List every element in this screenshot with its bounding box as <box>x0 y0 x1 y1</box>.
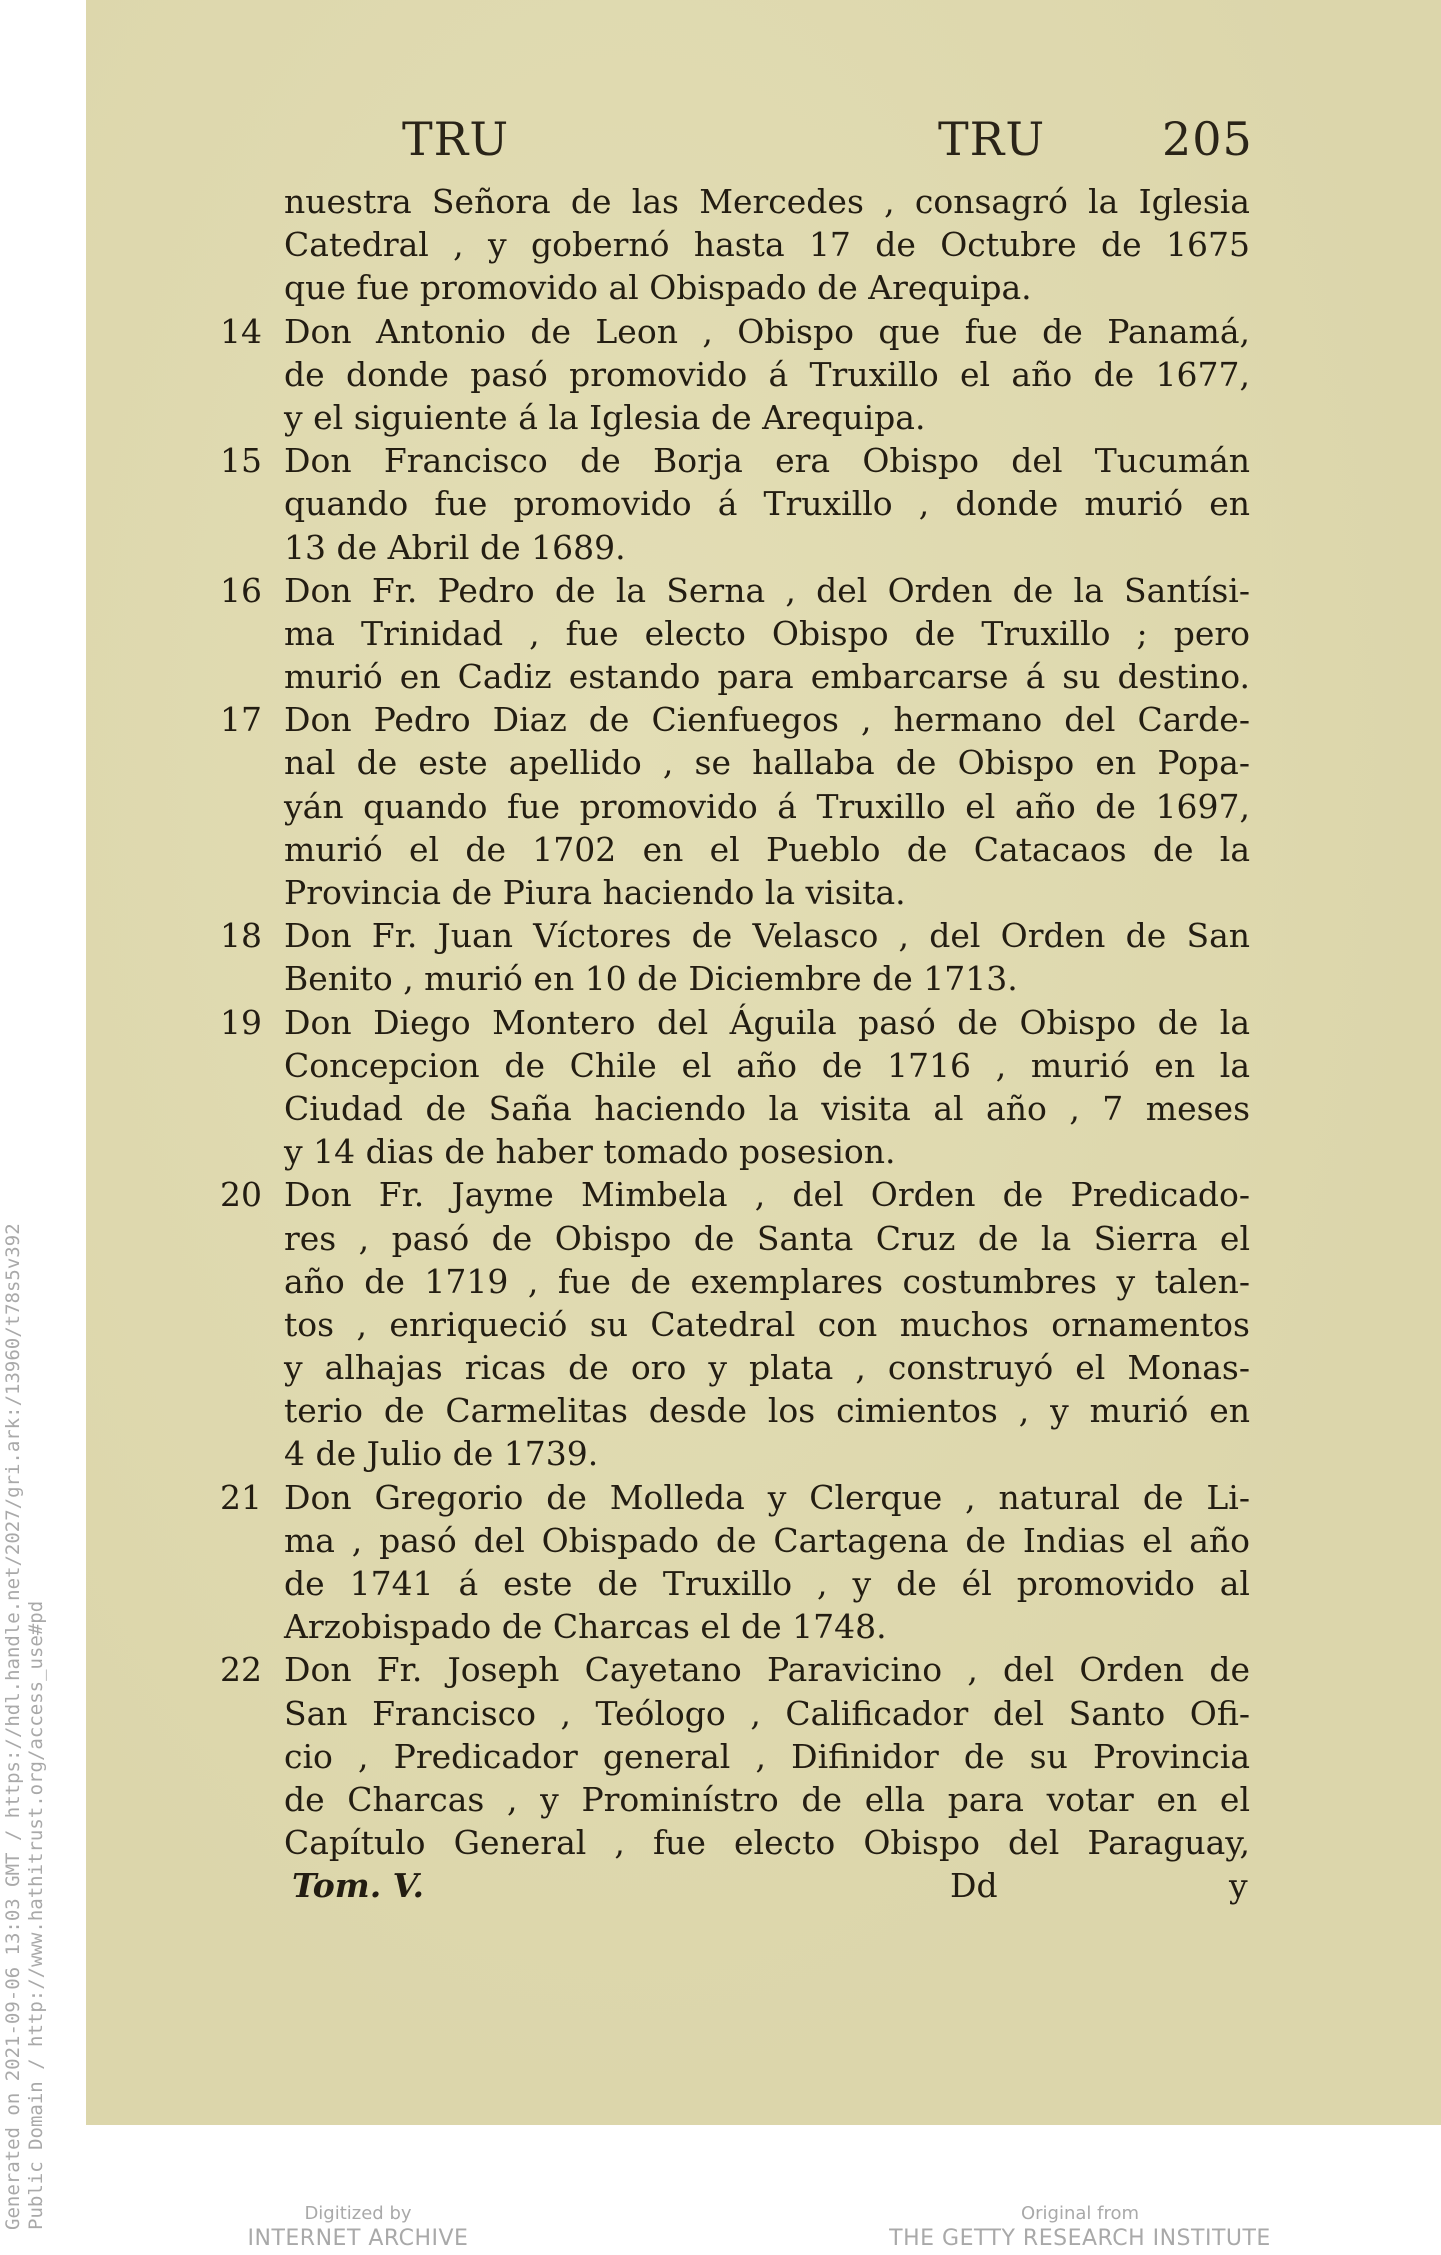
line-text: Catedral , y gobernó hasta 17 de Octubre de 1675 <box>284 225 1250 265</box>
line-text: Don Fr. Juan Víctores de Velasco , del Orden de San <box>284 916 1250 956</box>
text-line <box>86 1217 1441 1260</box>
digitized-by-label: Digitized by <box>304 2203 412 2224</box>
line-text: nuestra Señora de las Mercedes , consagró la Iglesia <box>284 182 1250 221</box>
text-line <box>86 1562 1441 1605</box>
text-line <box>86 914 1441 957</box>
watermark-line-2: Public Domain / http://www.hathitrust.org/access_use#pd <box>25 1600 47 2230</box>
line-text: yán quando fue promovido á Truxillo el año de 1697, <box>284 786 1250 826</box>
entry-number: 15 <box>220 441 262 481</box>
line-text: Concepcion de Chile el año de 1716 , murió en la <box>284 1045 1250 1085</box>
line-text: de donde pasó promovido á Truxillo el año de 1677, <box>284 354 1250 394</box>
line-text: que fue promovido al Obispado de Arequipa. <box>284 268 1032 308</box>
getty-label: THE GETTY RESEARCH INSTITUTE <box>889 2226 1271 2251</box>
text-line <box>86 396 1441 439</box>
line-text: de 1741 á este de Truxillo , y de él promovido al <box>284 1564 1250 1603</box>
scanned-page <box>86 0 1441 2125</box>
line-text: Don Fr. Pedro de la Serna , del Orden de la Santísi- <box>284 570 1250 610</box>
line-text: Don Diego Montero del Águila pasó de Obispo de la <box>284 1002 1250 1042</box>
hathitrust-watermark <box>2 1030 48 2230</box>
text-line <box>86 1648 1441 1691</box>
line-text: Capítulo General , fue electo Obispo del Paraguay, <box>284 1823 1250 1863</box>
text-line <box>86 1735 1441 1778</box>
gathering-mark: Dd <box>950 1866 998 1906</box>
text-line <box>86 1476 1441 1519</box>
text-line <box>86 1346 1441 1389</box>
line-text: Don Pedro Diaz de Cienfuegos , hermano del Carde- <box>284 700 1250 740</box>
text-line <box>86 569 1441 612</box>
line-text: San Francisco , Teólogo , Calificador del Santo Ofi- <box>284 1693 1250 1733</box>
line-text: 13 de Abril de 1689. <box>284 527 626 567</box>
volume-signature: Tom. V. <box>292 1866 424 1906</box>
text-line <box>86 1260 1441 1303</box>
text-line <box>86 1173 1441 1216</box>
text-line <box>86 1519 1441 1562</box>
text-line <box>86 871 1441 914</box>
entry-number: 18 <box>220 916 262 956</box>
text-line <box>86 266 1441 309</box>
line-text: y el siguiente á la Iglesia de Arequipa. <box>284 397 926 437</box>
digitized-by <box>238 2203 478 2253</box>
page-footer <box>86 1864 1441 1907</box>
catchword: y <box>1229 1866 1248 1906</box>
entry-number: 17 <box>220 700 262 740</box>
text-line <box>86 612 1441 655</box>
original-from <box>870 2203 1290 2253</box>
line-text: Ciudad de Saña haciendo la visita al año , 7 meses <box>284 1088 1250 1128</box>
entry-number: 16 <box>220 570 262 610</box>
text-line <box>86 698 1441 741</box>
page-body <box>86 180 1441 1908</box>
text-line <box>86 1605 1441 1648</box>
text-line <box>86 1087 1441 1130</box>
text-line <box>86 828 1441 871</box>
internet-archive-label: INTERNET ARCHIVE <box>247 2226 469 2251</box>
entry-number: 22 <box>220 1650 262 1690</box>
header-left: TRU <box>402 112 510 166</box>
line-text: murió el de 1702 en el Pueblo de Catacaos de la <box>284 829 1250 869</box>
text-line <box>86 1389 1441 1432</box>
line-text: Arzobispado de Charcas el de 1748. <box>284 1607 887 1647</box>
line-text: terio de Carmelitas desde los cimientos , y murió en <box>284 1391 1250 1431</box>
page-number: 205 <box>1162 112 1253 166</box>
text-line <box>86 353 1441 396</box>
text-line <box>86 310 1441 353</box>
text-line <box>86 1692 1441 1735</box>
watermark-line-1: Generated on 2021-09-06 13:03 GMT / https://hdl.handle.net/2027/gri.ark:/13960/t78s5v392 <box>2 1223 24 2230</box>
line-text: Provincia de Piura haciendo la visita. <box>284 873 906 912</box>
text-line <box>86 957 1441 1000</box>
line-text: Don Gregorio de Molleda y Clerque , natural de Li- <box>284 1477 1250 1517</box>
line-text: año de 1719 , fue de exemplares costumbres y talen- <box>284 1261 1250 1301</box>
text-line <box>86 526 1441 569</box>
line-text: Don Fr. Jayme Mimbela , del Orden de Predicado- <box>284 1175 1250 1215</box>
line-text: Don Antonio de Leon , Obispo que fue de Panamá, <box>284 311 1250 351</box>
text-line <box>86 1821 1441 1864</box>
text-line <box>86 741 1441 784</box>
entry-number: 20 <box>220 1175 262 1215</box>
line-text: 4 de Julio de 1739. <box>284 1434 599 1474</box>
line-text: cio , Predicador general , Difinidor de su Provincia <box>284 1736 1250 1776</box>
line-text: tos , enriqueció su Catedral con muchos ornamentos <box>284 1304 1250 1344</box>
text-line <box>86 1130 1441 1173</box>
line-text: y alhajas ricas de oro y plata , construyó el Monas- <box>284 1348 1250 1388</box>
text-line <box>86 1001 1441 1044</box>
text-line <box>86 1044 1441 1087</box>
text-line <box>86 482 1441 525</box>
line-text: quando fue promovido á Truxillo , donde murió en <box>284 484 1250 524</box>
line-text: Don Francisco de Borja era Obispo del Tucumán <box>284 441 1250 481</box>
line-text: res , pasó de Obispo de Santa Cruz de la Sierra el <box>284 1218 1250 1258</box>
text-line <box>86 180 1441 223</box>
line-text: ma Trinidad , fue electo Obispo de Truxillo ; pero <box>284 613 1250 653</box>
entry-number: 19 <box>220 1002 262 1042</box>
line-text: nal de este apellido , se hallaba de Obispo en Popa- <box>284 743 1250 783</box>
original-from-label: Original from <box>1020 2203 1140 2224</box>
text-line <box>86 1303 1441 1346</box>
running-header <box>86 112 1441 172</box>
text-line <box>86 655 1441 698</box>
line-text: Benito , murió en 10 de Diciembre de 1713. <box>284 959 1018 999</box>
text-line <box>86 1778 1441 1821</box>
entry-number: 21 <box>220 1477 262 1517</box>
text-line <box>86 1432 1441 1475</box>
line-text: Don Fr. Joseph Cayetano Paravicino , del Orden de <box>284 1650 1250 1690</box>
text-line <box>86 785 1441 828</box>
text-line <box>86 439 1441 482</box>
header-right: TRU <box>938 112 1046 166</box>
line-text: de Charcas , y Prominístro de ella para votar en el <box>284 1779 1250 1819</box>
text-line <box>86 223 1441 266</box>
line-text: murió en Cadiz estando para embarcarse á su destino. <box>284 657 1250 697</box>
line-text: ma , pasó del Obispado de Cartagena de Indias el año <box>284 1520 1250 1560</box>
entry-number: 14 <box>220 311 262 351</box>
line-text: y 14 dias de haber tomado posesion. <box>284 1132 896 1172</box>
